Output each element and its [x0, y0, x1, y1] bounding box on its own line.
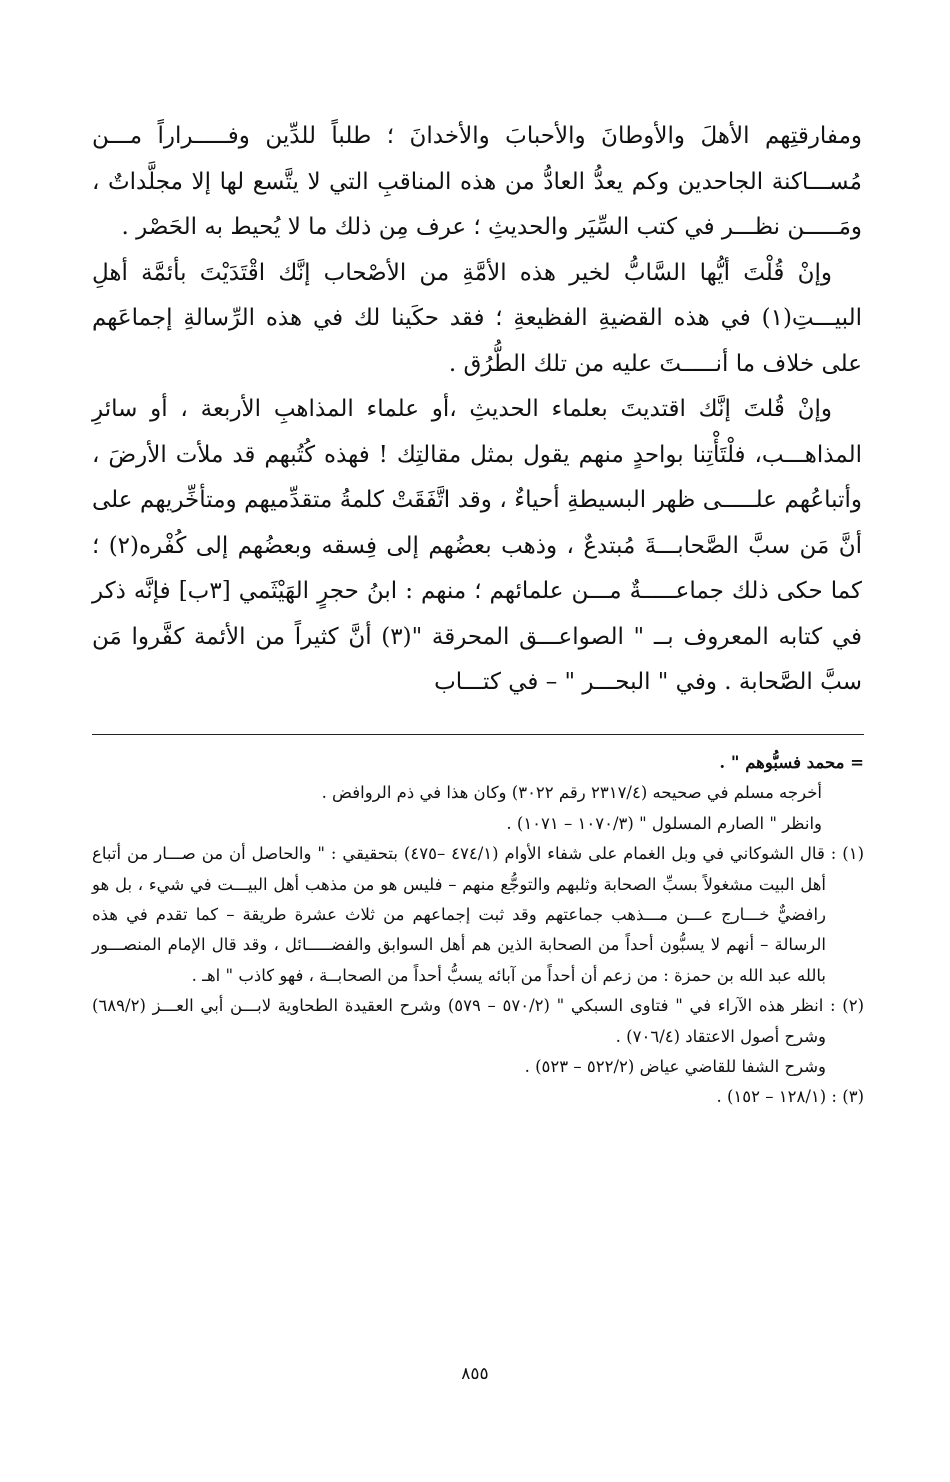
footnote-continuation-line: أخرجه مسلم في صحيحه (٢٣١٧/٤ رقم ٣٠٢٢) وكان هذا في ذم الروافض .	[321, 783, 822, 803]
footnote-2: (٢) : انظر هذه الآراء في " فتاوى السبكي " (٥٧٠/٢ – ٥٧٩) وشرح العقيدة الطحاوية لابـــن أبي العـــز (٦٨٩/٢) وشرح أصول الاعتقاد (٧٠٦/٤) .	[92, 996, 864, 1046]
footnote-3: (٣) : (١٢٨/١ – ١٥٢) .	[716, 1087, 864, 1107]
footnote-continuation-heading: = محمد فسبُّوهم " .	[719, 753, 864, 772]
footnote-continuation-line: وانظر " الصارم المسلول " (١٠٧٠/٣ – ١٠٧١) .	[506, 813, 822, 833]
paragraph-2: وإنْ قُلْتَ أيُّها السَّابُّ لخير هذه الأمَّةِ من الأصْحاب إنَّك اقْتَدَيْتَ بأئمَّة أهلِ البيـــتِ(١) في هذه القضيةِ الفظيعةِ ؛ فقد حكَينا لك في هذه الرِّسالةِ إجماعَهم على خلاف ما أنـــــتَ عليه من تلك الطُّرُق .	[92, 259, 862, 377]
paragraph-1: ومفارقتِهم الأهلَ والأوطانَ والأحبابَ والأخدانَ ؛ طلباً للدِّين وفـــــراراً مـــن مُســـاكنة الجاحدين وكم يعدُّ العادُّ من هذه المناقبِ التي لا يتَّسع لها إلا مجلَّداتٌ ، ومَـــــن نظـــر في كتب السِّيَر والحديثِ ؛ عرف مِن ذلك ما لا يُحيط به الحَصْر .	[92, 123, 862, 240]
paragraph-3: وإنْ قُلتَ إنَّك اقتديتَ بعلماء الحديثِ ،أو علماء المذاهبِ الأربعة ، أو سائرِ المذاهـــب، فلْتَأْتِنا بواحدٍ منهم يقول بمثل مقالتِك ! فهذه كُتُبهم قد ملأت الأرضَ ، وأتباعُهم علـــــى ظهر البسيطةِ أحياءٌ ، وقد اتَّفَقَتْ كلمةُ متقدِّميهم ومتأخِّريهم على أنَّ مَن سبَّ الصَّحابـــةَ مُبتدعٌ ، وذهب بعضُهم إلى فِسقه وبعضُهم إلى كُفْره(٢) ؛ كما حكى ذلك جماعـــــةٌ مـــن علمائهم ؛ منهم : ابنُ حجرٍ الهَيْثَمي [٣ب] فإنَّه ذكر في كتابه المعروف بــ " الصواعـــق المحرقة "(٣) أنَّ كثيراً من الأئمة كفَّروا مَن سبَّ الصَّحابة . وفي " البحـــر " – في كتـــاب	[92, 396, 862, 695]
main-text	[92, 114, 862, 706]
footnote-1: (١) : قال الشوكاني في وبل الغمام على شفاء الأوام (٤٧٤/١ –٤٧٥) بتحقيقي : " والحاصل أن من صـــار من أتباع أهل البيت مشغولاً بسبِّ الصحابة وثلبهم والتوجُّع منهم – فليس هو من مذهب أهل البيـــت في شيء ، بل هو رافضيٌّ خـــارج عـــن مـــذهب جماعتهم وقد ثبت إجماعهم من ثلاث عشرة طريقة – كما تقدم في هذه الرسالة – أنهم لا يسبُّون أحداً من الصحابة الذين هم أهل السوابق والفضـــــائل ، وقد قال الإمام المنصـــور بالله عبد الله بن حمزة : من زعم أن أحداً من آبائه يسبُّ أحداً من الصحابــة ، فهو كاذب " اهـ .	[92, 844, 864, 985]
footnote-divider	[92, 734, 864, 735]
footnotes	[92, 748, 864, 1113]
footnote-2-continuation: وشرح الشفا للقاضي عياض (٥٢٢/٢ – ٥٢٣) .	[524, 1057, 826, 1077]
page-number: ٨٥٥	[461, 1364, 489, 1384]
